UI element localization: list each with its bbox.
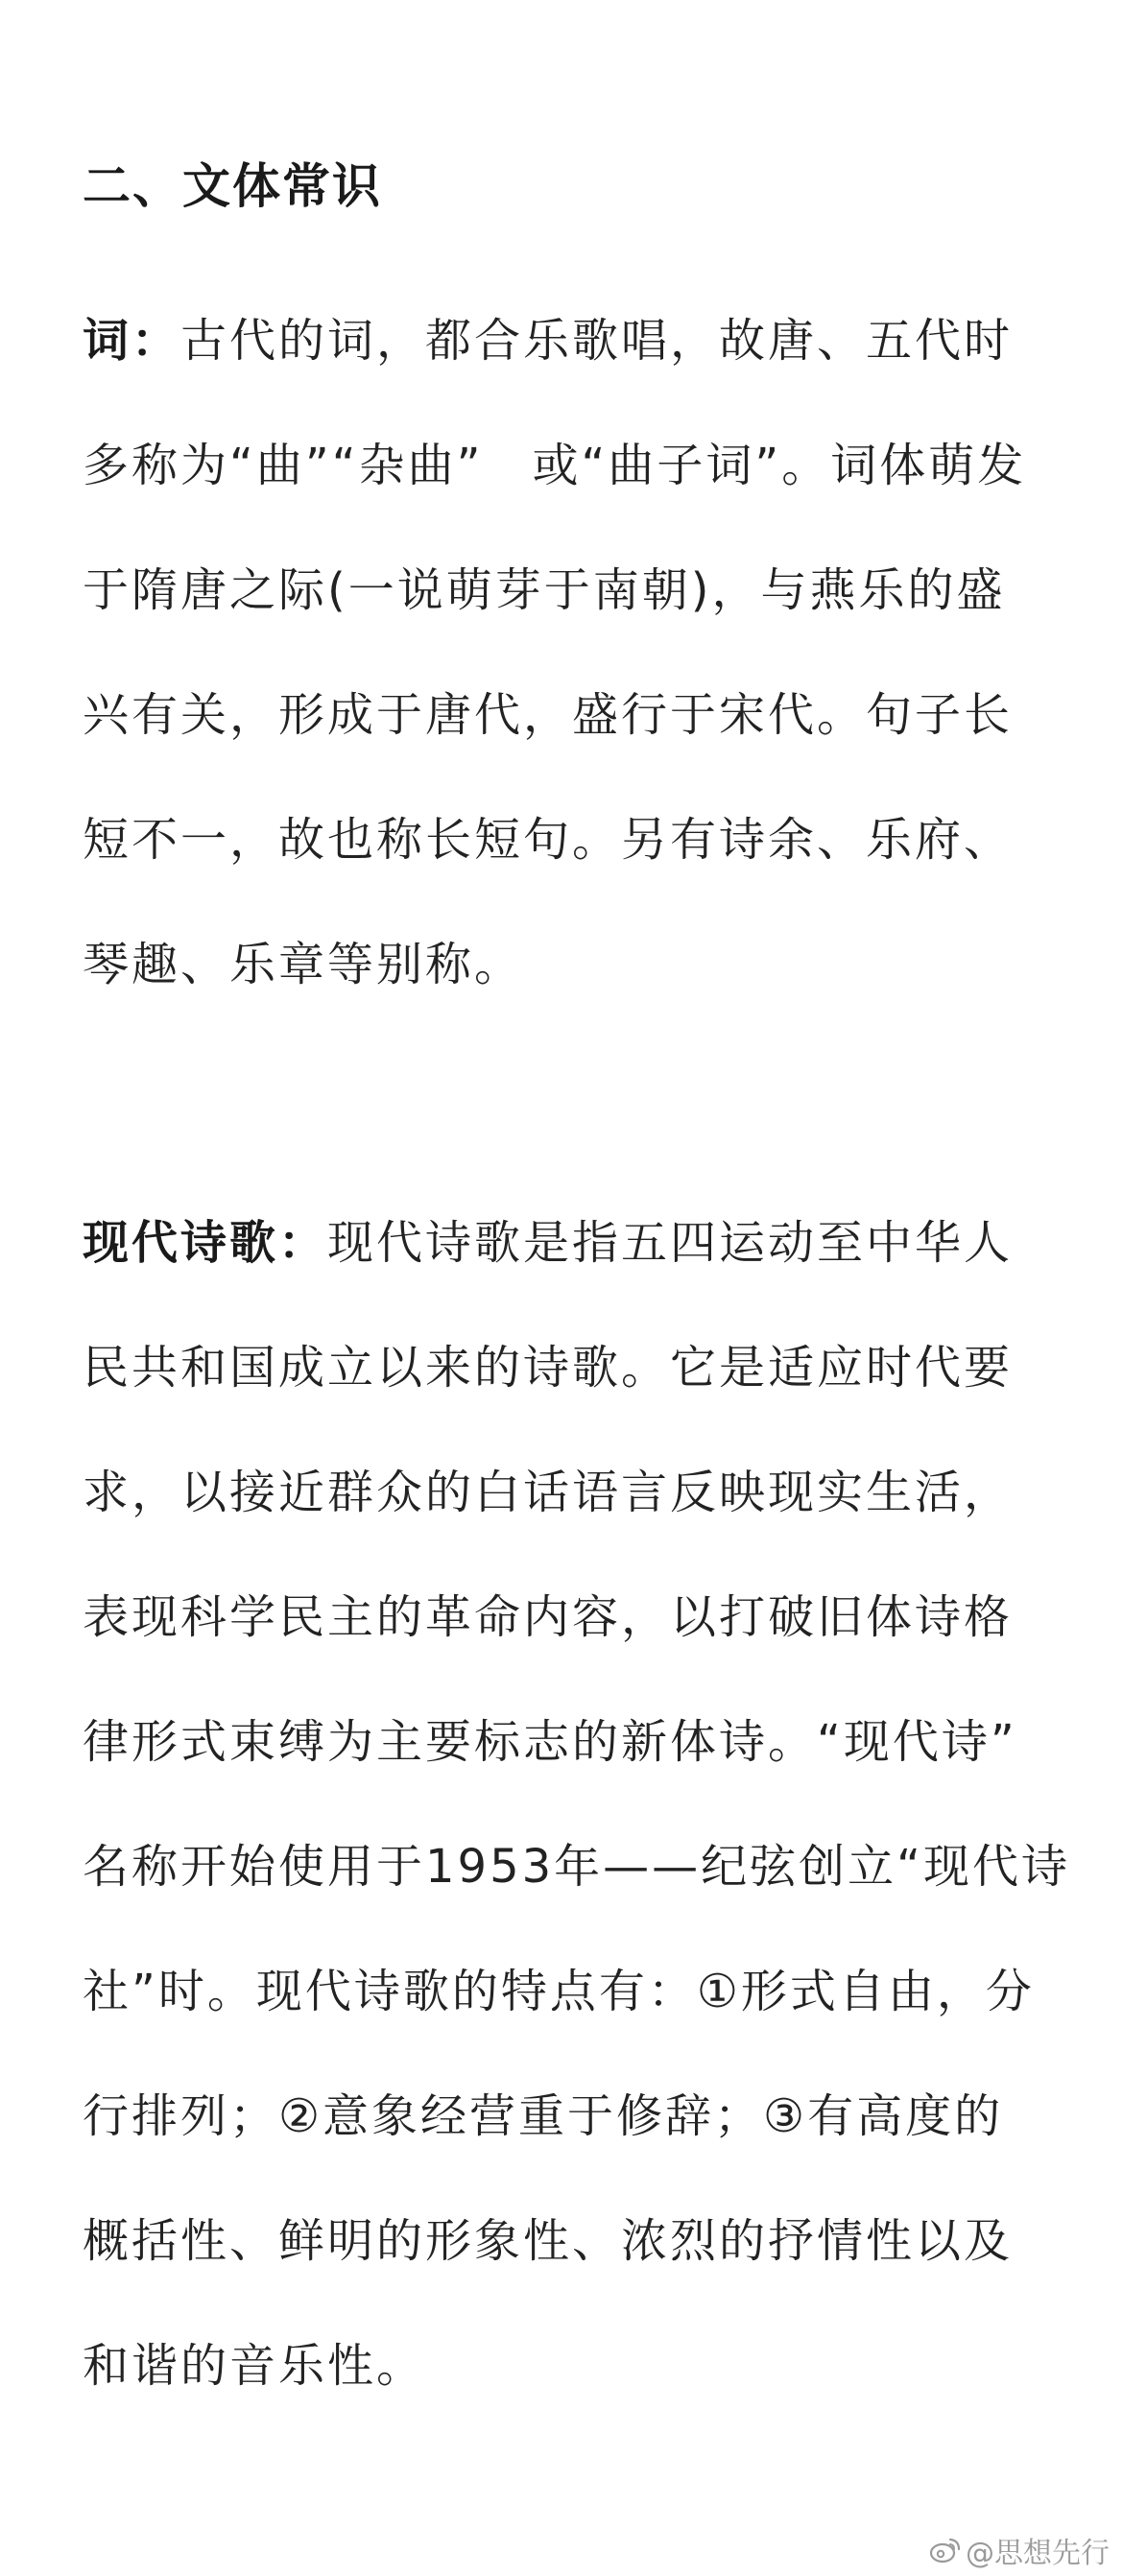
section-heading: 二、文体常识 (83, 158, 382, 214)
paragraph-line (83, 278, 1042, 403)
modern-line-7: 社”时。现代诗歌的特点有：①形式自由，分 (83, 1965, 1035, 2018)
weibo-icon (929, 2536, 962, 2572)
modern-line-5: 律形式束缚为主要标志的新体诗。“现代诗” (83, 1715, 1017, 1769)
modern-line-1: 现代诗歌是指五四运动至中华人 (327, 1216, 1014, 1270)
modern-line-6: 名称开始使用于1953年——纪弦创立“现代诗 (83, 1840, 1071, 1894)
ci-line-2: 多称为“曲”“杂曲” 或“曲子词”。词体萌发 (83, 439, 1027, 492)
ci-line-3: 于隋唐之际(一说萌芽于南朝)，与燕乐的盛 (83, 563, 1006, 617)
modern-line-9: 概括性、鲜明的形象性、浓烈的抒情性以及 (83, 2214, 1014, 2268)
watermark-text: @思想先行 (966, 2536, 1110, 2570)
ci-line-1: 古代的词，都合乐歌唱，故唐、五代时 (180, 314, 1014, 368)
weibo-watermark (929, 2529, 1110, 2573)
ci-line-4: 兴有关，形成于唐代，盛行于宋代。句子长 (83, 688, 1014, 742)
paragraph-line (83, 1181, 1042, 1305)
modern-poetry-term: 现代诗歌： (83, 1216, 328, 1270)
modern-line-2: 民共和国成立以来的诗歌。它是适应时代要 (83, 1341, 1014, 1395)
ci-line-6: 琴趣、乐章等别称。 (83, 938, 524, 991)
ci-line-5: 短不一，故也称长短句。另有诗余、乐府、 (83, 813, 1014, 867)
ci-paragraph (83, 278, 1042, 1027)
modern-poetry-paragraph (83, 1181, 1071, 2428)
modern-line-3: 求，以接近群众的白话语言反映现实生活， (83, 1466, 1014, 1519)
modern-line-4: 表现科学民主的革命内容，以打破旧体诗格 (83, 1590, 1014, 1644)
modern-line-10: 和谐的音乐性。 (83, 2339, 426, 2393)
modern-line-8: 行排列；②意象经营重于修辞；③有高度的 (83, 2089, 1004, 2143)
ci-term: 词： (83, 314, 181, 368)
